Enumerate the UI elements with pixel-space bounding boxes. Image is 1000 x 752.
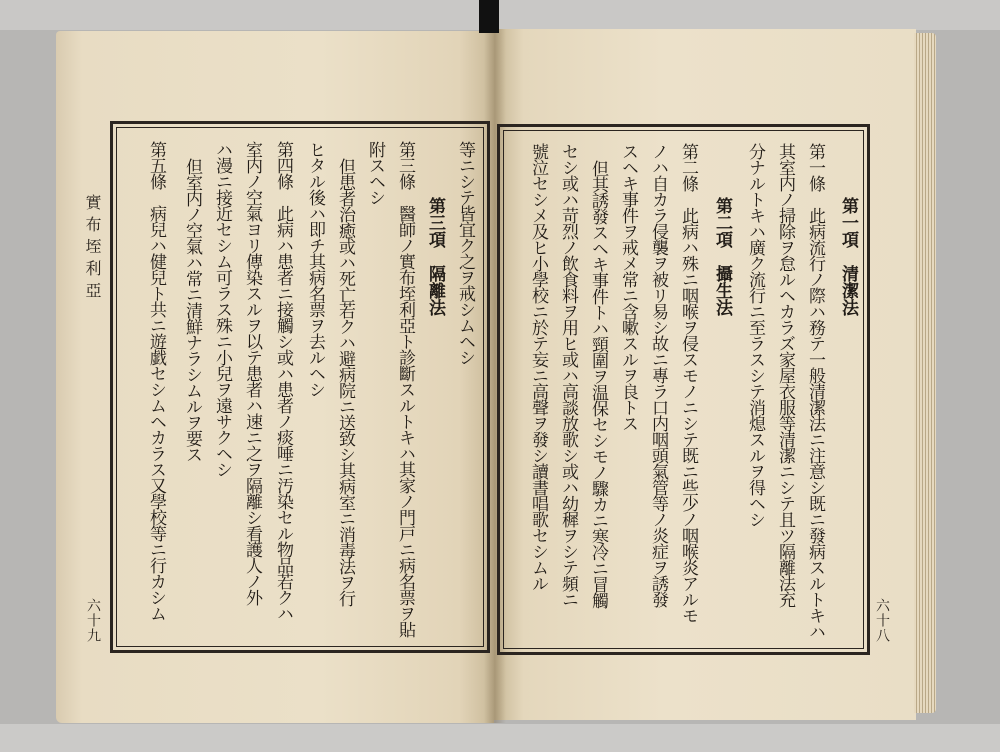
text-column: 號泣セシメ及ヒ小學校ニ於テ妄ニ高聲ヲ發シ讀書唱歌セシムル: [528, 143, 548, 591]
bookmark-ribbon: [479, 0, 499, 33]
article-column: 第四條 此病ハ患者ニ接觸シ或ハ患者ノ痰唾ニ汚染セル物品若クハ: [273, 141, 293, 621]
text-column: スヘキ事件ヲ戒メ常ニ含嗽スルヲ良トス: [618, 143, 638, 431]
page-edges: [914, 33, 936, 713]
background-top: [0, 0, 1000, 30]
article-column: 第二條 此病ハ殊ニ咽喉ヲ侵スモノニシテ既ニ些少ノ咽喉炎アルモ: [678, 143, 698, 623]
article-column: 第五條 病兒ハ健兒ト共ニ遊戯セシムヘカラス又學校等ニ行カシム: [146, 141, 166, 621]
text-column: 分ナルトキハ廣ク流行ニ至ラスシテ消熄スルヲ得ヘシ: [745, 143, 765, 527]
proviso-column: 但其誘發スヘキ事件トハ頸圍ヲ温保セシモノ驟カニ寒冷ニ冒觸: [588, 160, 608, 608]
left-page-number: 六十九: [85, 598, 101, 643]
text-column: セシ或ハ苛烈ノ飲食料ヲ用ヒ或ハ高談放歌シ或ハ幼穉ヲシテ頻ニ: [558, 143, 578, 607]
proviso-column: 但室内ノ空氣ハ常ニ清鮮ナラシムルヲ要ス: [182, 158, 202, 462]
text-column: 其室内ノ掃除ヲ怠ルヘカラズ家屋衣服等清潔ニシテ且ツ隔離法充: [775, 143, 795, 607]
text-column: ヒタル後ハ即チ其病名票ヲ去ルヘシ: [305, 141, 325, 397]
background-bottom: [0, 724, 1000, 752]
right-page-number: 六十八: [874, 598, 890, 643]
text-column: ハ漫ニ接近セシム可ラス殊ニ小兒ヲ遠サクヘシ: [212, 141, 232, 477]
article-column: 第三條 醫師ノ實布垤利亞ト診斷スルトキハ其家ノ門戸ニ病名票ヲ貼: [395, 141, 415, 637]
section-heading: 第二項 攝生法: [712, 197, 732, 316]
text-column: 等ニシテ皆宜ク之ヲ戒シムヘシ: [455, 141, 475, 365]
text-column: ノハ自カラ侵襲ヲ被リ易シ故ニ專ラ口内咽頭氣管等ノ炎症ヲ誘發: [648, 143, 668, 607]
running-head: 實布垤利亞: [83, 194, 102, 304]
text-column: 室内ノ空氣ヨリ傳染スルヲ以テ患者ハ速ニ之ヲ隔離シ看護人ノ外: [242, 141, 262, 605]
section-heading: 第一項 清潔法: [838, 197, 858, 316]
article-column: 第一條 此病流行ノ際ハ務テ一般清潔法ニ注意シ既ニ發病スルトキハ: [805, 143, 825, 639]
section-heading: 第三項 隔離法: [425, 197, 445, 316]
proviso-column: 但患者治癒或ハ死亡若クハ避病院ニ送致シ其病室ニ消毒法ヲ行: [335, 158, 355, 606]
text-column: 附スヘシ: [365, 141, 385, 205]
